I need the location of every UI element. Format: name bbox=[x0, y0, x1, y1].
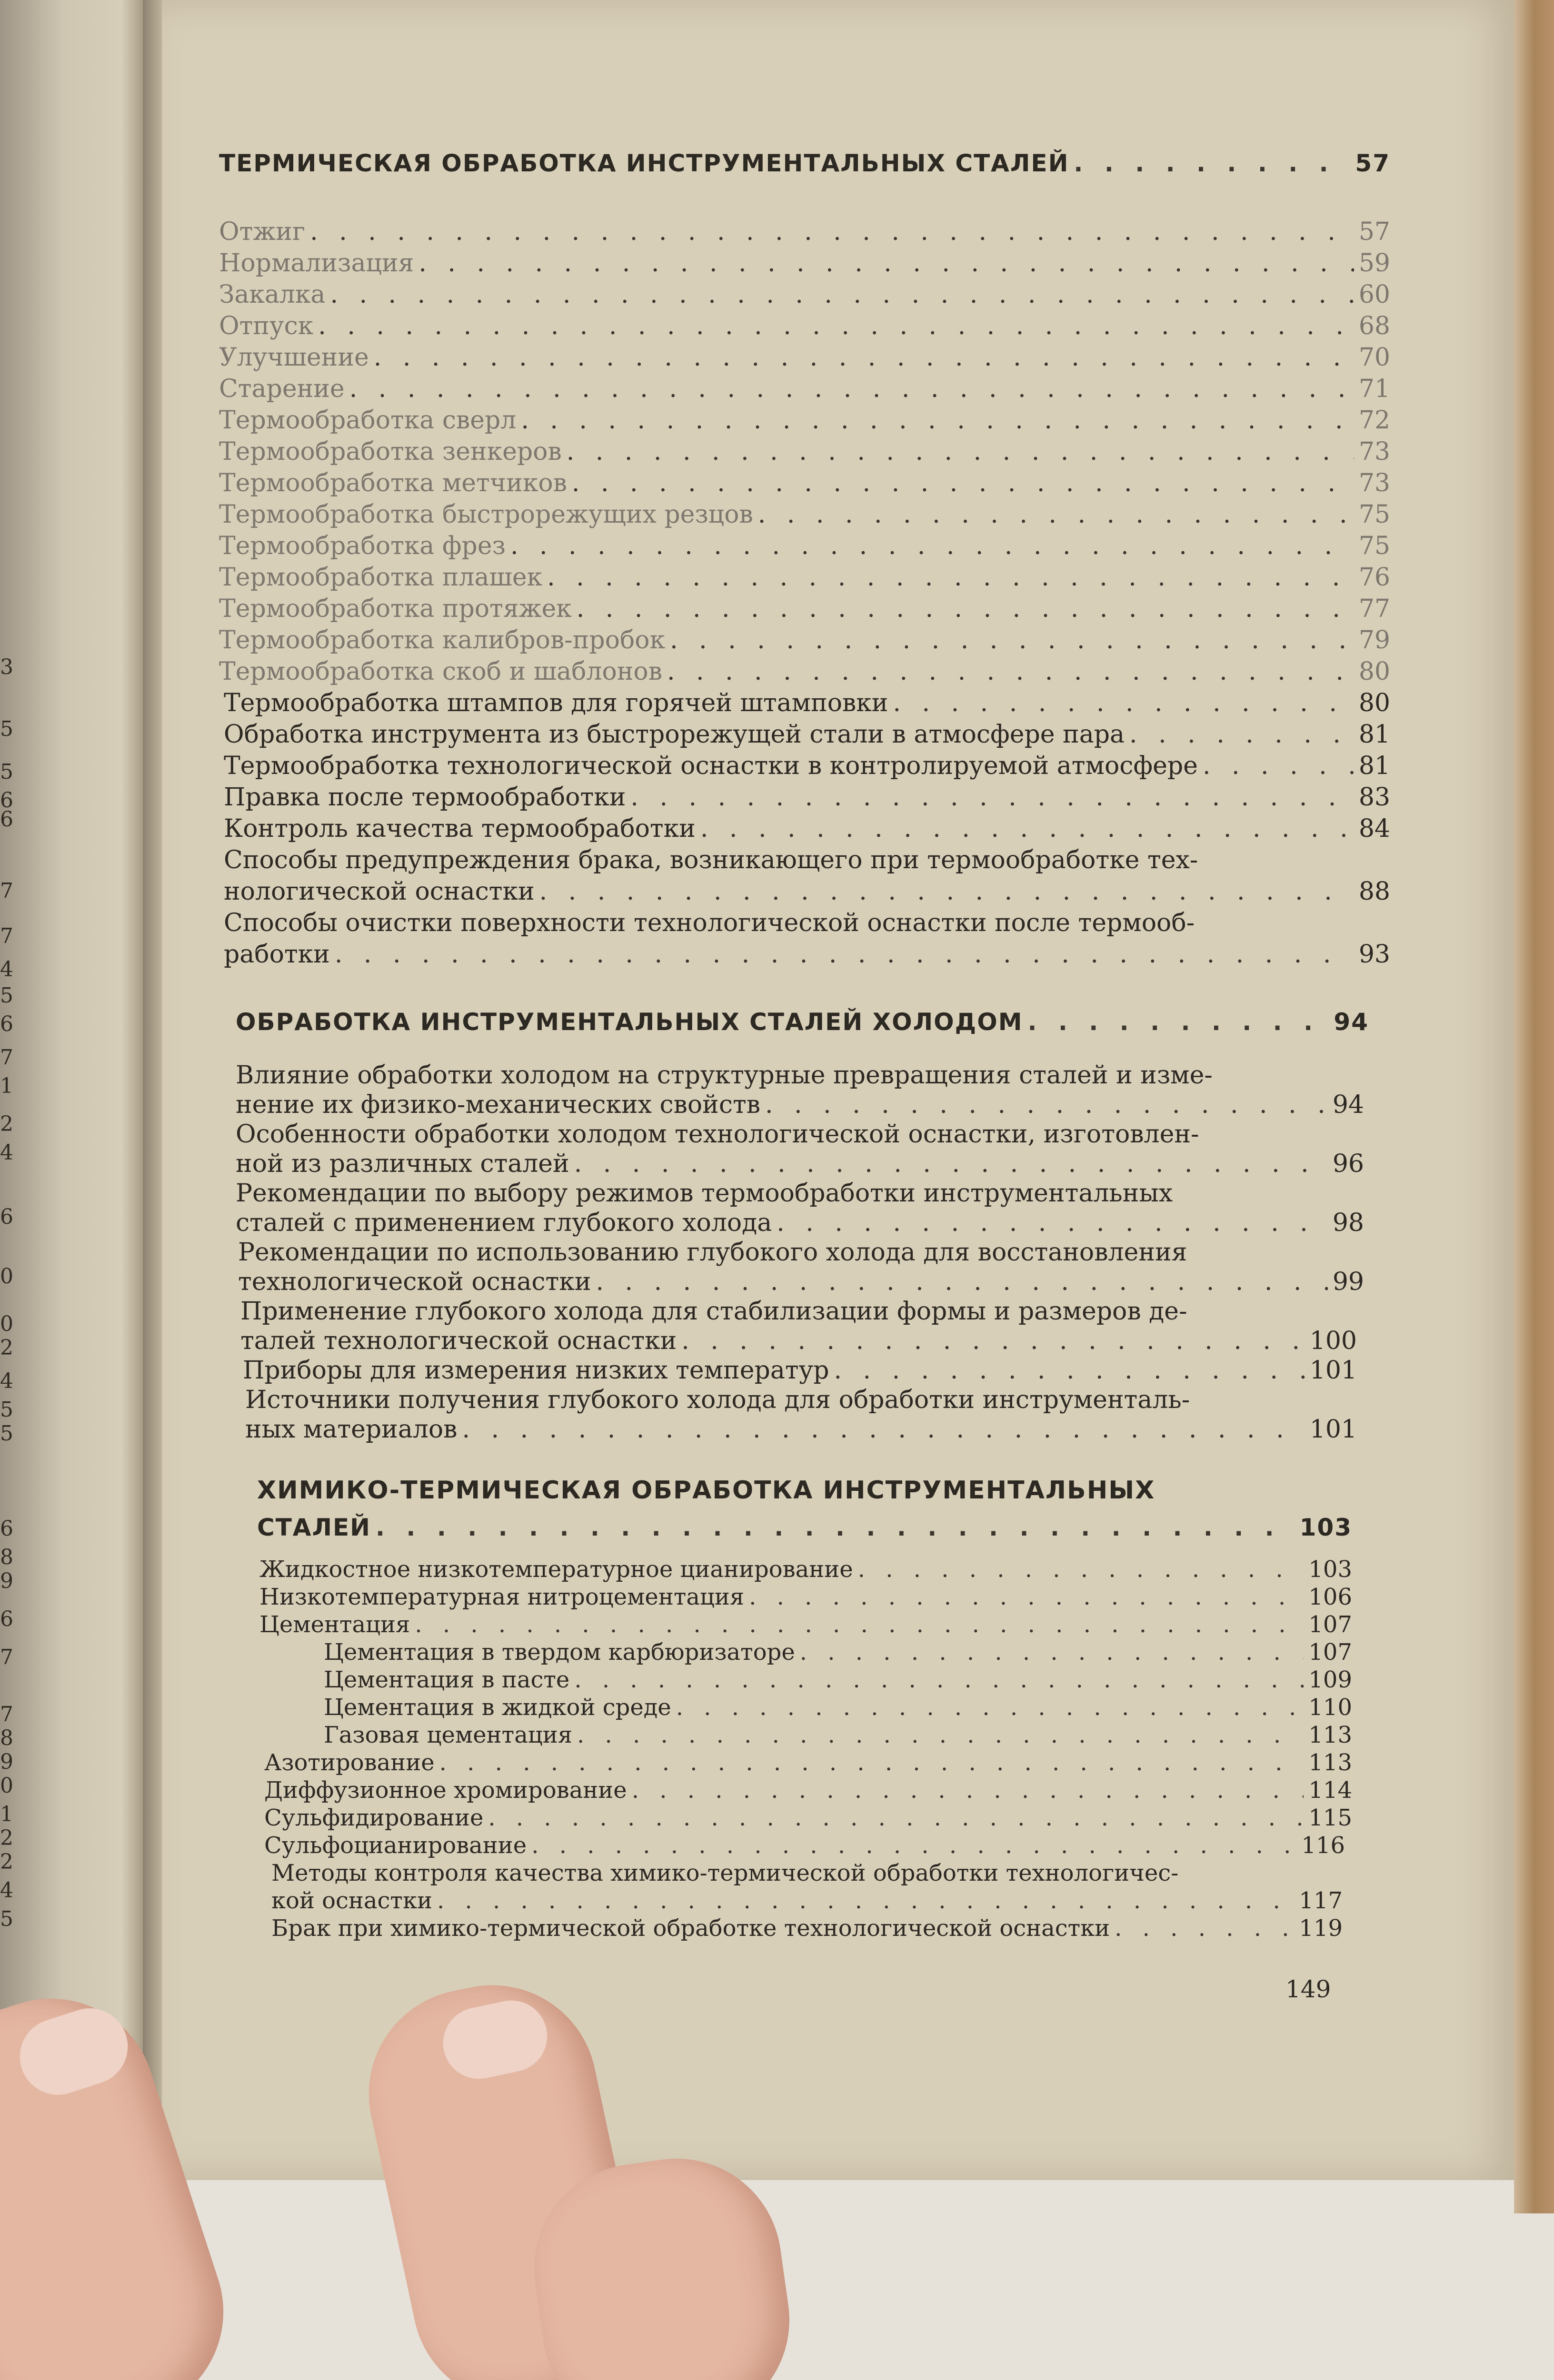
toc-entry-line1: Рекомендации по выбору режимов термообработки инструментальных bbox=[236, 1179, 1173, 1208]
toc-entry-line1: Особенности обработки холодом технологической оснастки, изготовлен- bbox=[236, 1120, 1199, 1149]
left-page-number: 9 bbox=[0, 1750, 13, 1774]
toc-subentry: Цементация в пасте . . . 109 bbox=[324, 1666, 1352, 1694]
toc-entry: Жидкостное низкотемпературное цианирование . . . 103 bbox=[259, 1556, 1352, 1583]
section-heading: СТАЛЕЙ . . . 103 bbox=[257, 1512, 1352, 1543]
left-page-number: 0 bbox=[0, 1264, 13, 1289]
toc-entry-line1: Применение глубокого холода для стабилизации формы и размеров де- bbox=[240, 1297, 1187, 1326]
left-page-number: 6 bbox=[0, 1607, 13, 1631]
toc-entry: сталей с применением глубокого холода . . . 98 bbox=[236, 1207, 1364, 1239]
toc-entry: Диффузионное хромирование . . . 114 bbox=[264, 1776, 1352, 1804]
left-page-number: 5 bbox=[0, 1907, 13, 1931]
toc-entry: Низкотемпературная нитроцементация . . . 106 bbox=[259, 1583, 1352, 1611]
left-page-number: 5 bbox=[0, 983, 13, 1008]
left-page-number: 7 bbox=[0, 1045, 13, 1070]
toc-subentry: Газовая цементация . . . 113 bbox=[324, 1721, 1352, 1749]
toc-entry: Термообработка штампов для горячей штамповки . . . 80 bbox=[224, 687, 1390, 719]
toc-entry: Азотирование . . . 113 bbox=[264, 1749, 1352, 1776]
toc-entry: Улучшение . . . 70 bbox=[219, 342, 1390, 373]
left-page-number: 2 bbox=[0, 1112, 13, 1136]
left-page-number: 5 bbox=[0, 760, 13, 784]
toc-entry: ных материалов . . . 101 bbox=[245, 1414, 1357, 1445]
toc-entry: Цементация . . . 107 bbox=[259, 1611, 1352, 1638]
left-page-number: 6 bbox=[0, 1517, 13, 1541]
toc-entry: Старение . . . 71 bbox=[219, 373, 1390, 405]
toc-entry: Термообработка скоб и шаблонов . . . 80 bbox=[219, 656, 1390, 687]
toc-entry: Термообработка фрез . . . 75 bbox=[219, 530, 1390, 562]
toc-entry: Термообработка сверл . . . 72 bbox=[219, 405, 1390, 436]
left-page-number: 2 bbox=[0, 1826, 13, 1850]
toc-entry: Термообработка протяжек . . . 77 bbox=[219, 593, 1390, 625]
toc-entry: Нормализация . . . 59 bbox=[219, 248, 1390, 279]
left-page-number: 7 bbox=[0, 1702, 13, 1726]
toc-entry: работки . . . 93 bbox=[224, 939, 1390, 970]
left-page-number: 5 bbox=[0, 717, 13, 741]
toc-entry: нение их физико-механических свойств . . . 94 bbox=[236, 1089, 1364, 1121]
toc-entry: Термообработка метчиков . . . 73 bbox=[219, 467, 1390, 499]
left-page-number: 6 bbox=[0, 1012, 13, 1036]
toc-subentry: Цементация в жидкой среде . . . 110 bbox=[324, 1694, 1352, 1721]
left-page-number: 8 bbox=[0, 1545, 13, 1569]
left-page-number: 6 bbox=[0, 1205, 13, 1229]
section-heading: ОБРАБОТКА ИНСТРУМЕНТАЛЬНЫХ СТАЛЕЙ ХОЛОДОМ . . . 94 bbox=[236, 1006, 1369, 1038]
left-page-number: 4 bbox=[0, 957, 13, 982]
left-page-number: 4 bbox=[0, 1140, 13, 1165]
toc-entry: Термообработка технологической оснастки в контролируемой атмосфере . . . 81 bbox=[224, 750, 1390, 782]
toc-entry-line1: Влияние обработки холодом на структурные превращения сталей и изме- bbox=[236, 1061, 1213, 1090]
left-page-number: 7 bbox=[0, 879, 13, 903]
toc-entry: кой оснастки . . . 117 bbox=[271, 1887, 1343, 1914]
left-page-number: 3 bbox=[0, 655, 13, 679]
toc-entry: Термообработка быстрорежущих резцов . . . 75 bbox=[219, 499, 1390, 530]
toc-entry: Сульфоцианирование . . . 116 bbox=[264, 1832, 1345, 1859]
toc-entry-line1: Способы очистки поверхности технологической оснастки после термооб- bbox=[224, 909, 1195, 937]
left-page-number: 7 bbox=[0, 1645, 13, 1669]
left-page-number: 4 bbox=[0, 1369, 13, 1393]
left-page-number: 6 bbox=[0, 788, 13, 813]
toc-entry: Термообработка зенкеров . . . 73 bbox=[219, 436, 1390, 467]
left-page-number: 0 bbox=[0, 1312, 13, 1336]
left-page-number: 7 bbox=[0, 924, 13, 948]
left-page-number: 6 bbox=[0, 807, 13, 832]
toc-entry: Закалка . . . 60 bbox=[219, 279, 1390, 310]
left-page-number: 5 bbox=[0, 1398, 13, 1422]
toc-entry: Обработка инструмента из быстрорежущей стали в атмосфере пара . . . 81 bbox=[224, 719, 1390, 750]
toc-entry-line1: Методы контроля качества химико-термической обработки технологичес- bbox=[271, 1860, 1179, 1886]
left-page-number: 1 bbox=[0, 1074, 13, 1098]
toc-entry: Термообработка плашек . . . 76 bbox=[219, 562, 1390, 593]
toc-entry: Отпуск . . . 68 bbox=[219, 310, 1390, 342]
left-page-number: 9 bbox=[0, 1569, 13, 1593]
toc-entry-line1: Рекомендации по использованию глубокого холода для восстановления bbox=[238, 1238, 1187, 1267]
left-page-number: 2 bbox=[0, 1336, 13, 1360]
toc-entry: Правка после термообработки . . . 83 bbox=[224, 782, 1390, 813]
toc-entry: ной из различных сталей . . . 96 bbox=[236, 1148, 1364, 1180]
toc-entry: Контроль качества термообработки . . . 84 bbox=[224, 813, 1390, 844]
toc-entry: нологической оснастки . . . 88 bbox=[224, 876, 1390, 907]
left-page-number: 1 bbox=[0, 1802, 13, 1826]
left-page-number: 0 bbox=[0, 1774, 13, 1798]
toc-subentry: Цементация в твердом карбюризаторе . . . 107 bbox=[324, 1638, 1352, 1666]
toc-entry: Брак при химико-термической обработке технологической оснастки . . . 119 bbox=[271, 1914, 1343, 1942]
toc-entry: Сульфидирование . . . 115 bbox=[264, 1804, 1352, 1832]
toc-entry-line1: Источники получения глубокого холода для обработки инструменталь- bbox=[245, 1386, 1190, 1414]
left-page-number: 5 bbox=[0, 1421, 13, 1446]
left-page-number: 8 bbox=[0, 1726, 13, 1750]
left-page-number: 2 bbox=[0, 1850, 13, 1874]
toc-entry: Приборы для измерения низких температур . . . 101 bbox=[243, 1355, 1357, 1386]
toc-entry-line1: Способы предупреждения брака, возникающего при термообработке тех- bbox=[224, 846, 1198, 874]
page-number: 149 bbox=[1285, 1975, 1331, 2003]
toc-entry: Термообработка калибров-пробок . . . 79 bbox=[219, 625, 1390, 656]
left-page-number: 4 bbox=[0, 1878, 13, 1903]
section-heading-line1: ХИМИКО-ТЕРМИЧЕСКАЯ ОБРАБОТКА ИНСТРУМЕНТАЛЬНЫХ bbox=[257, 1476, 1156, 1505]
section-heading: ТЕРМИЧЕСКАЯ ОБРАБОТКА ИНСТРУМЕНТАЛЬНЫХ СТАЛЕЙ . . . 57 bbox=[219, 148, 1390, 179]
toc-entry: талей технологической оснастки . . . 100 bbox=[240, 1325, 1357, 1357]
toc-entry: Отжиг . . . 57 bbox=[219, 216, 1390, 248]
toc-entry: технологической оснастки . . . 99 bbox=[238, 1266, 1364, 1298]
